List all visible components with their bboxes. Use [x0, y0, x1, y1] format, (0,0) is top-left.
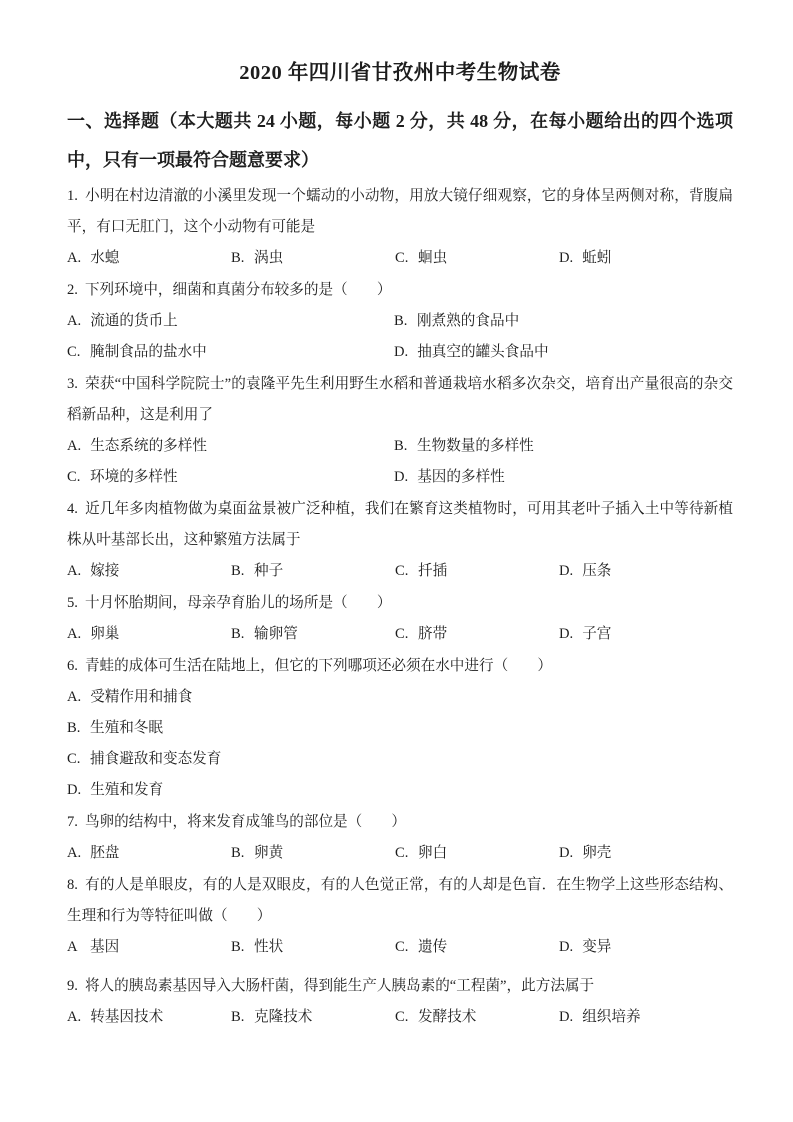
option-d [67, 775, 733, 806]
option-c [395, 1002, 559, 1033]
question-8 [67, 870, 733, 963]
question-6 [67, 651, 733, 806]
option-label: 卵白 [418, 845, 448, 861]
question-9 [67, 971, 733, 1033]
option-letter: A. [67, 1009, 82, 1025]
options-row [67, 619, 733, 650]
option-letter: C. [67, 469, 81, 485]
option-label: 涡虫 [254, 250, 284, 266]
option-label: 性状 [254, 939, 284, 955]
question-stem [67, 870, 733, 932]
options-row [67, 556, 733, 587]
question-7 [67, 807, 733, 869]
option-c [67, 337, 394, 368]
option-letter: C. [67, 751, 81, 767]
option-letter: B. [394, 438, 408, 454]
question-text: 鸟卵的结构中，将来发育成雏鸟的部位是（ ） [84, 814, 407, 830]
option-a [67, 431, 394, 462]
option-d [559, 932, 733, 963]
exam-title: 2020 年四川省甘孜州中考生物试卷 [239, 62, 561, 84]
option-letter: D. [559, 563, 574, 579]
options-grid [67, 306, 733, 368]
option-a [67, 682, 733, 713]
option-label: 输卵管 [254, 626, 298, 642]
option-letter: A [67, 939, 78, 955]
option-letter: B. [231, 1009, 245, 1025]
option-letter: A. [67, 626, 82, 642]
option-letter: D. [67, 782, 82, 798]
option-label: 脐带 [418, 626, 448, 642]
option-label: 卵壳 [582, 845, 612, 861]
option-letter: D. [394, 344, 409, 360]
option-label: 变异 [582, 939, 612, 955]
question-number: 1. [67, 188, 78, 204]
question-stem [67, 588, 733, 619]
option-label: 克隆技术 [254, 1009, 313, 1025]
option-label: 组织培养 [582, 1009, 641, 1025]
option-label: 压条 [582, 563, 612, 579]
option-letter: D. [559, 626, 574, 642]
question-3 [67, 369, 733, 493]
option-letter: B. [231, 845, 245, 861]
question-number: 8. [67, 877, 78, 893]
option-d [559, 243, 733, 274]
question-text: 将人的胰岛素基因导入大肠杆菌，得到能生产人胰岛素的“工程菌”，此方法属于 [84, 978, 595, 994]
option-label: 生态系统的多样性 [90, 438, 207, 454]
option-letter: B. [394, 313, 408, 329]
option-letter: A. [67, 313, 82, 329]
option-a [67, 556, 231, 587]
question-2 [67, 275, 733, 368]
question-text: 青蛙的成体可生活在陆地上，但它的下列哪项还必须在水中进行（ ） [84, 658, 552, 674]
option-a [67, 932, 231, 963]
question-text: 小明在村边清澈的小溪里发现一个蠕动的小动物，用放大镜仔细观察，它的身体呈两侧对称，背腹扁平，有口无肛门，这个小动物有可能是 [67, 188, 733, 235]
option-letter: B. [231, 250, 245, 266]
question-stem [67, 275, 733, 306]
option-a [67, 838, 231, 869]
option-label: 蚯蚓 [582, 250, 612, 266]
option-letter: A. [67, 689, 82, 705]
option-letter: C. [395, 845, 409, 861]
option-c [395, 619, 559, 650]
option-b [231, 243, 395, 274]
option-letter: C. [395, 1009, 409, 1025]
option-c [67, 462, 394, 493]
option-label: 生殖和冬眠 [90, 720, 163, 736]
question-4 [67, 494, 733, 587]
option-d [559, 619, 733, 650]
option-label: 抽真空的罐头食品中 [417, 344, 549, 360]
option-letter: C. [395, 939, 409, 955]
option-label: 腌制食品的盐水中 [90, 344, 207, 360]
option-label: 扦插 [418, 563, 448, 579]
option-label: 流通的货币上 [90, 313, 178, 329]
option-a [67, 306, 394, 337]
option-d [559, 556, 733, 587]
option-d [559, 1002, 733, 1033]
option-label: 种子 [254, 563, 284, 579]
option-label: 发酵技术 [418, 1009, 477, 1025]
option-b [394, 306, 733, 337]
option-a [67, 1002, 231, 1033]
question-number: 9. [67, 978, 78, 994]
option-b [231, 838, 395, 869]
option-letter: D. [559, 939, 574, 955]
option-label: 环境的多样性 [90, 469, 178, 485]
option-label: 胚盘 [90, 845, 120, 861]
option-letter: A. [67, 438, 82, 454]
option-label: 基因的多样性 [417, 469, 505, 485]
option-letter: D. [559, 845, 574, 861]
option-letter: B. [231, 939, 245, 955]
option-label: 遗传 [418, 939, 448, 955]
option-letter: C. [395, 563, 409, 579]
option-c [67, 744, 733, 775]
option-letter: C. [67, 344, 81, 360]
options-row [67, 243, 733, 274]
option-d [559, 838, 733, 869]
option-label: 生物数量的多样性 [417, 438, 534, 454]
question-number: 2. [67, 282, 78, 298]
option-label: 生殖和发育 [90, 782, 164, 798]
option-label: 刚煮熟的食品中 [417, 313, 520, 329]
option-label: 转基因技术 [90, 1009, 164, 1025]
question-text: 近几年多肉植物做为桌面盆景被广泛种植，我们在繁育这类植物时，可用其老叶子插入土中等待新植株从叶基部长出，这种繁殖方法属于 [67, 501, 733, 548]
option-letter: D. [559, 1009, 574, 1025]
question-1 [67, 181, 733, 274]
option-b [231, 1002, 395, 1033]
question-stem [67, 651, 733, 682]
options-row [67, 1002, 733, 1033]
option-d [394, 337, 733, 368]
option-label: 水螅 [90, 250, 120, 266]
question-stem [67, 369, 733, 431]
option-b [67, 713, 733, 744]
option-d [394, 462, 733, 493]
option-c [395, 838, 559, 869]
options-list [67, 682, 733, 806]
option-label: 嫁接 [90, 563, 120, 579]
option-label: 卵巢 [90, 626, 120, 642]
question-number: 3. [67, 376, 78, 392]
options-grid [67, 431, 733, 493]
question-stem [67, 181, 733, 243]
question-number: 6. [67, 658, 78, 674]
option-letter: B. [231, 563, 245, 579]
option-b [394, 431, 733, 462]
option-letter: A. [67, 845, 82, 861]
option-letter: A. [67, 250, 82, 266]
question-number: 5. [67, 595, 78, 611]
option-letter: C. [395, 626, 409, 642]
question-text: 有的人是单眼皮，有的人是双眼皮，有的人色觉正常，有的人却是色盲．在生物学上这些形态结构、生理和行为等特征叫做（ ） [67, 877, 733, 924]
options-row [67, 838, 733, 869]
option-label: 受精作用和捕食 [90, 689, 193, 705]
option-c [395, 556, 559, 587]
option-a [67, 243, 231, 274]
section-header: 一、选择题（本大题共 24 小题，每小题 2 分，共 48 分，在每小题给出的四个选项中，只有一项最符合题意要求） [67, 111, 733, 170]
option-label: 捕食避敌和变态发育 [90, 751, 222, 767]
question-stem [67, 971, 733, 1002]
option-c [395, 243, 559, 274]
option-label: 卵黄 [254, 845, 284, 861]
option-letter: B. [67, 720, 81, 736]
option-label: 子宫 [582, 626, 612, 642]
question-number: 4. [67, 501, 78, 517]
question-text: 十月怀胎期间，母亲孕育胎儿的场所是（ ） [84, 595, 392, 611]
option-label: 基因 [90, 939, 120, 955]
question-stem [67, 494, 733, 556]
options-row [67, 932, 733, 963]
option-letter: B. [231, 626, 245, 642]
question-text: 荣获“中国科学院院士”的袁隆平先生利用野生水稻和普通栽培水稻多次杂交，培育出产量很高的杂交稻新品种，这是利用了 [67, 376, 733, 423]
option-letter: A. [67, 563, 82, 579]
option-a [67, 619, 231, 650]
question-text: 下列环境中，细菌和真菌分布较多的是（ ） [84, 282, 392, 298]
option-letter: C. [395, 250, 409, 266]
option-letter: D. [559, 250, 574, 266]
option-b [231, 932, 395, 963]
question-stem [67, 807, 733, 838]
option-b [231, 556, 395, 587]
question-5 [67, 588, 733, 650]
option-b [231, 619, 395, 650]
option-c [395, 932, 559, 963]
option-label: 蛔虫 [418, 250, 448, 266]
option-letter: D. [394, 469, 409, 485]
question-number: 7. [67, 814, 78, 830]
